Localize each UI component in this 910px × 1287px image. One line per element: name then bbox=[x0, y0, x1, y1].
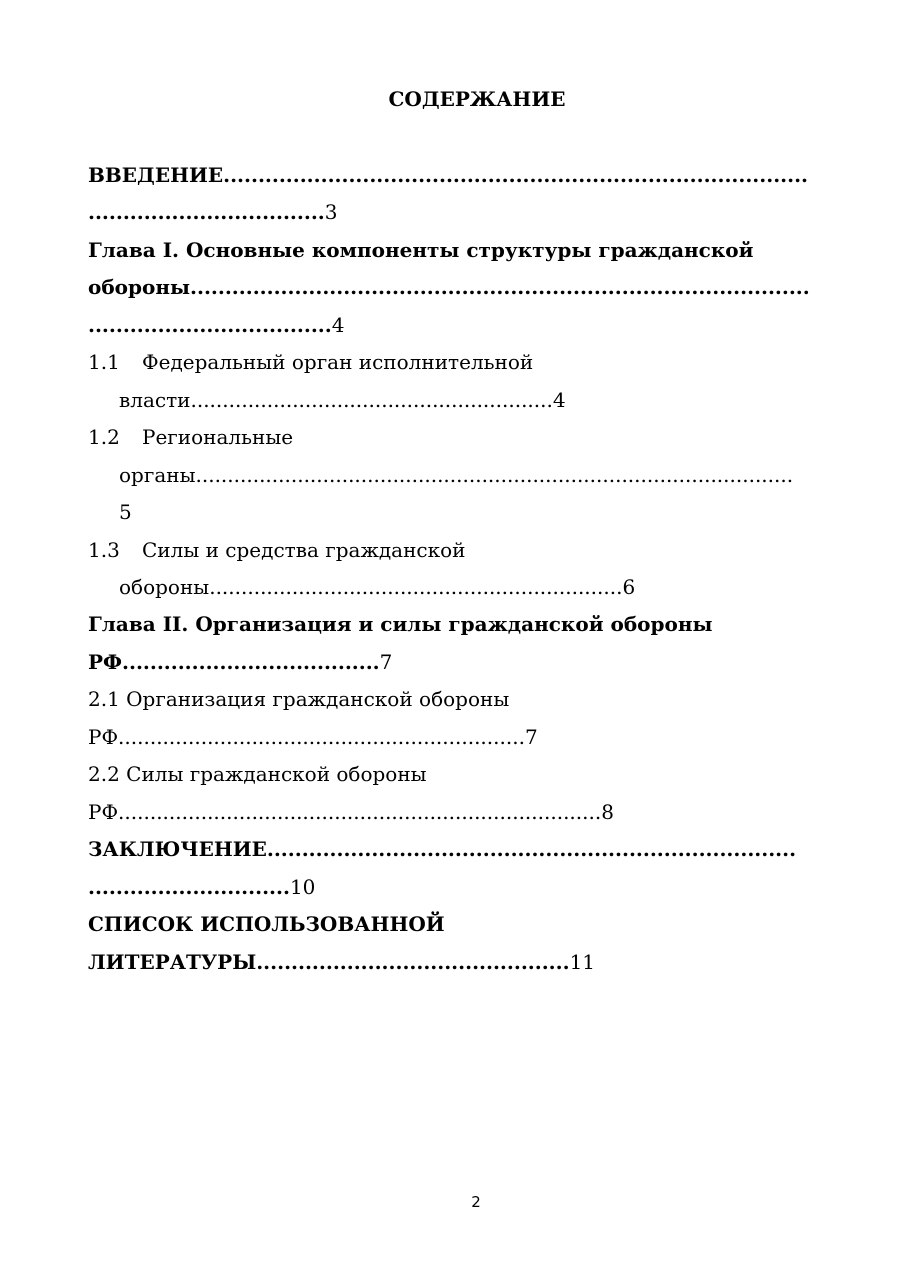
toc-entry-introduction: ВВЕДЕНИЕ.................................................................................... bbox=[88, 163, 809, 187]
toc-entry-chapter-1-cont: обороны......................................................................................... bbox=[88, 275, 810, 299]
toc-entry-page: 3 bbox=[324, 200, 338, 224]
toc-entry-chapter-1-leader: ...................................4 bbox=[88, 313, 345, 337]
toc-entry-chapter-1: Глава I. Основные компоненты структуры гражданской bbox=[88, 238, 754, 262]
toc-entry-page: 10 bbox=[289, 875, 316, 899]
toc-entry-2-2-cont: РФ............................................................................8 bbox=[88, 800, 614, 824]
toc-entry-conclusion: ЗАКЛЮЧЕНИЕ............................................................................ bbox=[88, 837, 797, 861]
toc-entry-chapter-2-cont: РФ.....................................7 bbox=[88, 650, 393, 674]
toc-entry-1-3: 1.3 Силы и средства гражданской bbox=[88, 538, 466, 562]
toc-entry-2-2: 2.2 Силы гражданской обороны bbox=[88, 762, 427, 786]
toc-entry-1-3-cont: обороны.................................................................6 bbox=[119, 575, 636, 599]
toc-entry-introduction-leader: ..................................3 bbox=[88, 200, 338, 224]
toc-entry-page: 4 bbox=[331, 313, 345, 337]
toc-entry-page: 7 bbox=[379, 650, 393, 674]
page-number: 2 bbox=[471, 1193, 481, 1211]
toc-entry-bibliography: СПИСОК ИСПОЛЬЗОВАННОЙ bbox=[88, 912, 445, 936]
toc-entry-page: 8 bbox=[601, 800, 614, 824]
toc-entry-page: 5 bbox=[119, 500, 132, 524]
toc-entry-page: 7 bbox=[524, 725, 538, 749]
toc-entry-number: 1.1 bbox=[88, 350, 120, 374]
toc-entry-text: ВВЕДЕНИЕ bbox=[88, 163, 224, 187]
toc-entry-conclusion-leader: .............................10 bbox=[88, 875, 316, 899]
toc-entry-chapter-2: Глава II. Организация и силы гражданской обороны bbox=[88, 612, 713, 636]
toc-entry-2-1-cont: РФ................................................................7 bbox=[88, 725, 538, 749]
toc-entry-1-1-cont: власти.........................................................4 bbox=[119, 388, 566, 412]
toc-entry-1-2-cont: органы.............................................................................................. bbox=[119, 463, 794, 487]
toc-entry-bibliography-cont: ЛИТЕРАТУРЫ.............................................11 bbox=[88, 950, 596, 974]
toc-entry-1-1: 1.1 Федеральный орган исполнительной bbox=[88, 350, 534, 374]
toc-entry-1-2-page bbox=[119, 499, 132, 525]
toc-entry-page: 4 bbox=[552, 388, 566, 412]
toc-entry-2-1: 2.1 Организация гражданской обороны bbox=[88, 687, 510, 711]
toc-entry-page: 11 bbox=[569, 950, 596, 974]
toc-entry-number: 1.3 bbox=[88, 538, 120, 562]
toc-entry-number: 1.2 bbox=[88, 425, 120, 449]
page-title: СОДЕРЖАНИЕ bbox=[388, 87, 566, 111]
toc-entry-1-2: 1.2 Региональные bbox=[88, 425, 294, 449]
toc-entry-page: 6 bbox=[622, 575, 636, 599]
